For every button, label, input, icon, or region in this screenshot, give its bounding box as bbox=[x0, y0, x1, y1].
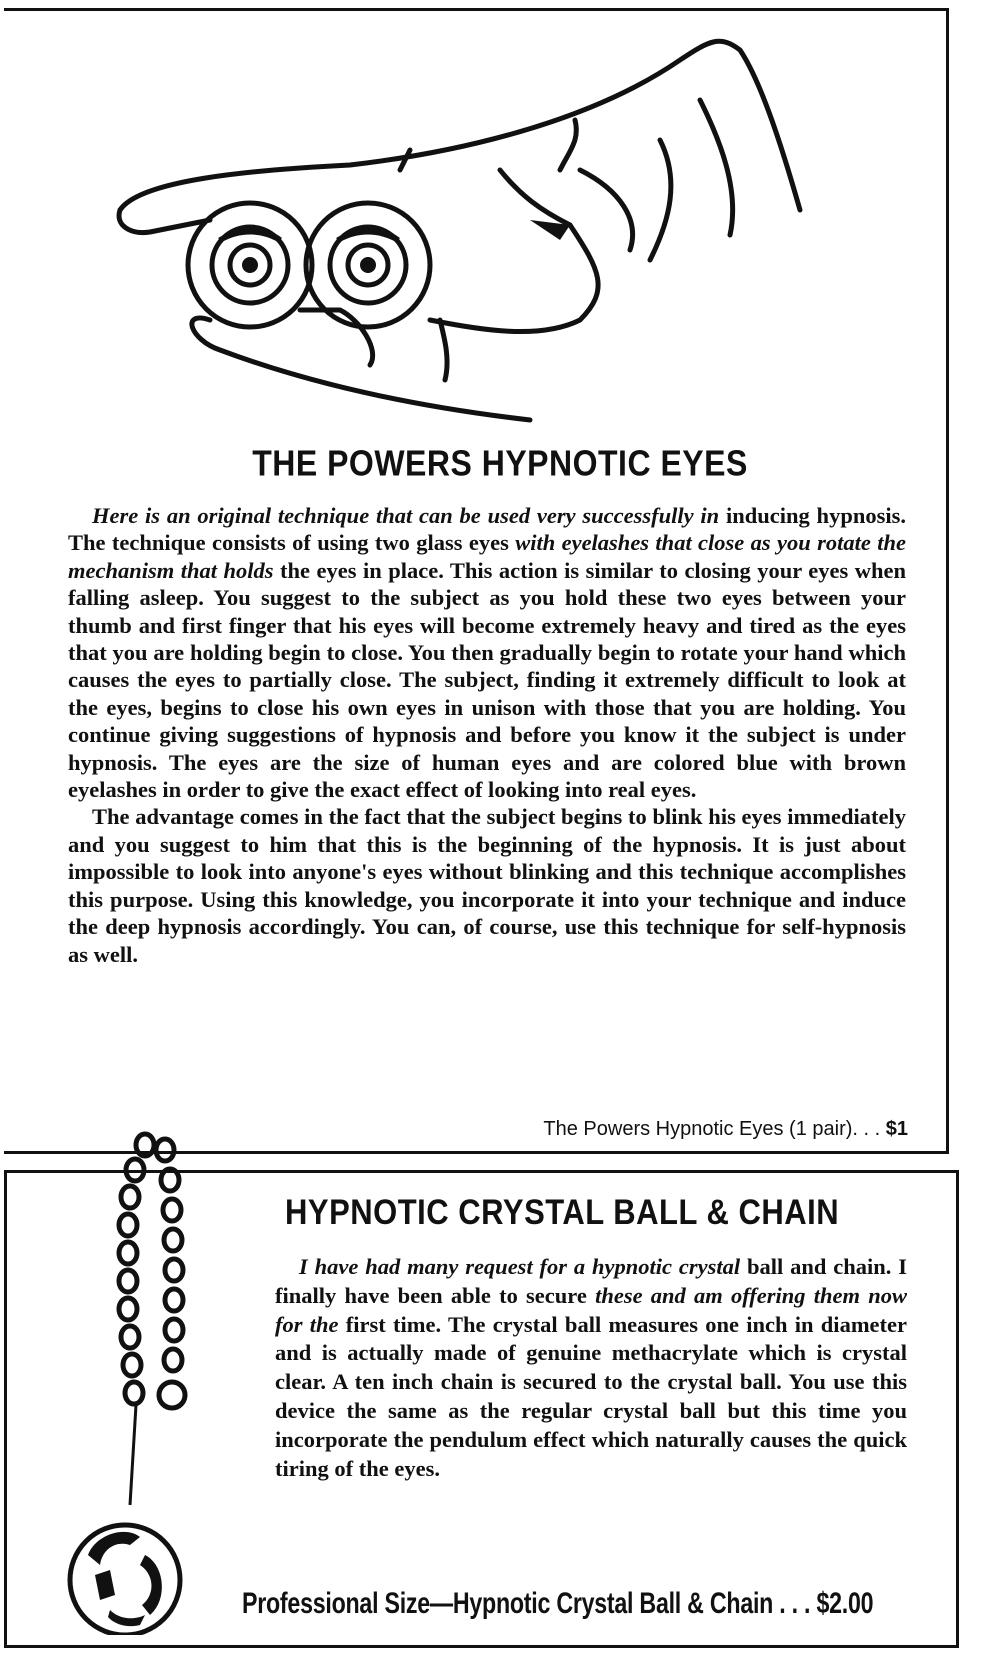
crystal-para-b: ball and chain. I finally have been able to secure bbox=[275, 1254, 907, 1308]
crystal-para-d: first time. The crystal ball measures one inch in diameter and is actually made of genuine methacrylate which is crystal clear. A ten inch chain is secured to the crystal ball. You use this device the same as the regular crystal ball but this time you incorporate the pendulum effect which naturally causes the quick tiring of the eyes. bbox=[275, 1311, 908, 1481]
crystal-ball-chain-icon bbox=[50, 1125, 250, 1635]
crystal-price-line: Professional Size—Hypnotic Crystal Ball & Chain . . . $2.00 bbox=[242, 1587, 874, 1620]
eyes-price-label: The Powers Hypnotic Eyes (1 pair). . . bbox=[543, 1118, 881, 1140]
crystal-title: HYPNOTIC CRYSTAL BALL & CHAIN bbox=[285, 1192, 840, 1233]
eyes-para1c: the eyes in place. This action is similar to closing your eyes when falling asleep. You suggest to the subject as you hold these two eyes between your thumb and first finger that his eyes will become extremely heavy and tired as the eyes that you are holding begin to close. You then gradually begin to rotate your hand which causes the eyes to partially close. The subject, finding it extremely difficult to look at the eyes, begins to close his own eyes in unison with those that you are holding. You continue giving suggestions of hypnosis and before you know it the subject is under hypnosis. The eyes are the size of human eyes and are colored blue with brown eyelashes in order to give the exact effect of looking into real eyes. bbox=[68, 557, 906, 803]
eyes-intro-italic: Here is an original technique that can be used very successfully in bbox=[92, 503, 720, 528]
hand-holding-eyes-icon bbox=[100, 20, 860, 440]
eyes-description bbox=[68, 502, 906, 968]
eyes-para1b-italic: with eyelashes that close as you rotate the mechanism that holds bbox=[68, 530, 906, 583]
eyes-price-value: $1 bbox=[885, 1118, 908, 1140]
crystal-para-c-italic: these and am offering them now for the bbox=[275, 1282, 907, 1337]
eyes-price-line bbox=[543, 1118, 908, 1141]
crystal-para-a-italic: I have had many request for a hypnotic crystal bbox=[299, 1254, 741, 1279]
eyes-title: THE POWERS HYPNOTIC EYES bbox=[252, 442, 748, 484]
eyes-para1a: inducing hypnosis. The technique consists of using two glass eyes bbox=[68, 503, 906, 556]
crystal-description bbox=[275, 1253, 907, 1483]
eyes-para2: The advantage comes in the fact that the subject begins to blink his eyes immediately and you suggest to him that this is the beginning of the hypnosis. It is just about impossible to look into anyone's eyes without blinking and this technique accomplishes this purpose. Using this knowledge, you incorporate it into your technique and induce the deep hypnosis accordingly. You can, of course, use this technique for self-hypnosis as well. bbox=[68, 804, 906, 967]
